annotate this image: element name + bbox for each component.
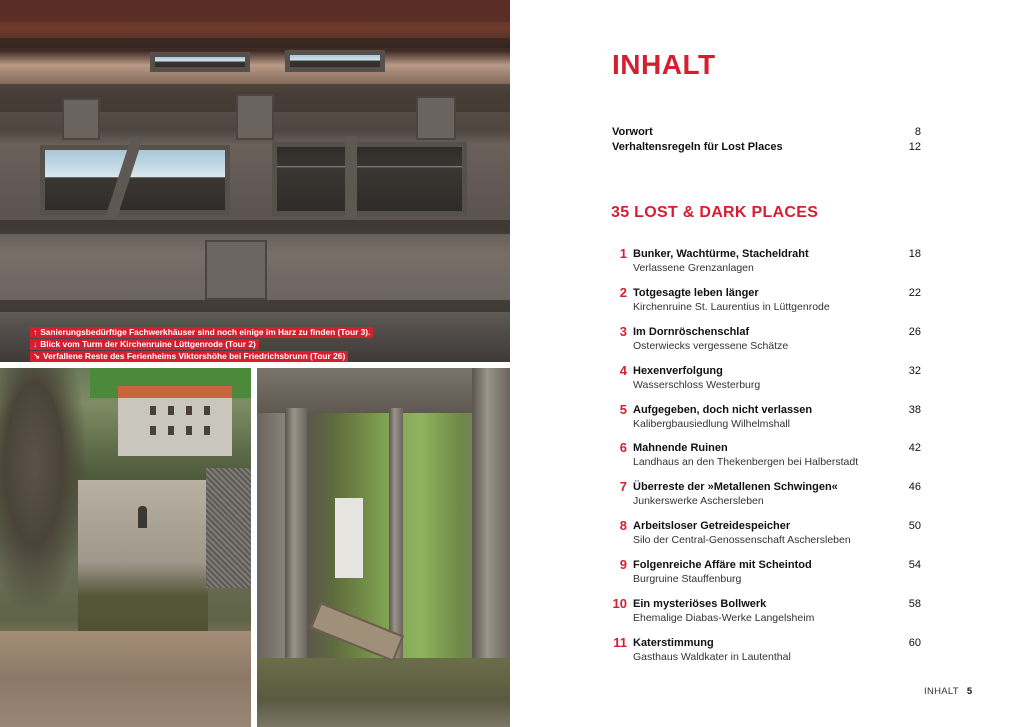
tour-number: 3 [619, 323, 627, 339]
ground [257, 658, 510, 727]
tour-number: 2 [619, 284, 627, 300]
upper-window [285, 50, 385, 72]
caption-1: ↑ Sanierungsbedürftige Fachwerkhäuser sind noch einige im Harz zu finden (Tour 3). [30, 327, 373, 338]
tour-subtitle: Verlassene Grenzanlagen [633, 262, 754, 274]
tour-number: 6 [619, 440, 627, 456]
toc-page-number: 38 [908, 403, 921, 416]
tour-title: Aufgegeben, doch nicht verlassen [633, 403, 813, 416]
window-right [272, 142, 467, 216]
tour-number: 10 [612, 596, 627, 612]
tour-subtitle: Wasserschloss Westerburg [633, 378, 761, 391]
tour-subtitle: Kalibergbausiedlung Wilhelmshall [633, 417, 791, 430]
toc-page-number: 12 [908, 140, 921, 153]
toc-page-number: 42 [908, 442, 921, 455]
tour-subtitle: Burgruine Stauffenburg [633, 573, 742, 586]
toc-page-number: 32 [908, 364, 921, 377]
toc-intro-label: Vorwort [612, 126, 653, 138]
toc-entry[interactable] [606, 440, 921, 479]
roof [206, 468, 251, 588]
tour-subtitle: Ehemalige Diabas-Werke Langelsheim [633, 612, 815, 625]
toc-page-number: 46 [908, 481, 921, 494]
beam [0, 220, 510, 234]
ruin-window [138, 506, 147, 528]
tour-subtitle: Landhaus an den Thekenbergen bei Halberstadt [633, 456, 859, 469]
tour-title: Bunker, Wachtürme, Stacheldraht [633, 248, 809, 260]
manor-house [118, 386, 232, 456]
toc-list [606, 246, 921, 674]
tower-parapet [0, 631, 251, 727]
section-title: 35 LOST & DARK PLACES [611, 204, 819, 221]
toc-entry[interactable] [606, 402, 921, 441]
toc-page [510, 0, 1020, 727]
beam [0, 300, 510, 312]
toc-page-number: 58 [908, 598, 921, 611]
tour-title: Folgenreiche Affäre mit Scheintod [633, 559, 812, 572]
roof-beam [0, 0, 510, 22]
tour-number: 8 [619, 518, 627, 534]
caption-2: ↓ Blick vom Turm der Kirchenruine Lüttgenrode (Tour 2) [30, 339, 259, 350]
running-head: INHALT [924, 686, 959, 697]
toc-entry[interactable] [606, 285, 921, 324]
arrow-down-icon: ↓ [33, 339, 38, 349]
tour-number: 11 [613, 634, 627, 650]
tour-subtitle: Kirchenruine St. Laurentius in Lüttgenrode [633, 300, 830, 313]
caption-3: ↘ Verfallene Reste des Ferienheims Viktorshöhe bei Friedrichsbrunn (Tour 26) [30, 351, 348, 362]
tour-number: 4 [619, 362, 627, 378]
tour-title: Ein mysteriöses Bollwerk [633, 598, 767, 611]
arrow-up-icon: ↑ [33, 327, 38, 337]
toc-entry[interactable] [606, 518, 921, 557]
tour-subtitle: Osterwiecks vergessene Schätze [633, 339, 789, 352]
toc-page-number: 50 [908, 520, 921, 533]
carved-panel [205, 240, 267, 300]
tour-number: 5 [619, 401, 627, 417]
toc-page-number: 8 [914, 126, 921, 138]
toc-page-number: 26 [908, 325, 921, 338]
corbel [236, 94, 274, 140]
toc-entry[interactable] [606, 635, 921, 674]
toc-entry[interactable] [606, 557, 921, 596]
corbel [416, 96, 456, 140]
toc-entry[interactable] [606, 479, 921, 518]
tour-title: Katerstimmung [633, 636, 714, 649]
tour-number: 7 [619, 479, 627, 495]
window-mullion [345, 136, 357, 218]
toc-page-number: 22 [908, 286, 921, 299]
toc-entry[interactable] [606, 363, 921, 402]
tour-title: Im Dornröschenschlaf [633, 325, 750, 338]
tour-title: Überreste der »Metallenen Schwingen« [633, 481, 838, 494]
photo-timber-facade [0, 0, 510, 362]
tour-title: Arbeitsloser Getreidespeicher [633, 520, 791, 533]
toc-intro-item[interactable] [612, 140, 921, 155]
tour-title: Totgesagte leben länger [633, 286, 759, 299]
beam [0, 38, 510, 48]
church-ruin [78, 480, 208, 645]
arrow-down-right-icon: ↘ [33, 351, 41, 361]
corbel [62, 98, 100, 140]
toc-intro-label: Verhaltensregeln für Lost Places [612, 140, 783, 153]
tiles [335, 498, 363, 578]
tree [0, 368, 85, 608]
intro-list [612, 125, 921, 154]
page-footer [924, 686, 972, 697]
toc-entry[interactable] [606, 246, 921, 285]
tour-title: Mahnende Ruinen [633, 442, 728, 455]
upper-window [150, 52, 250, 72]
tour-subtitle: Silo der Central-Genossenschaft Aschersleben [633, 534, 851, 547]
page-title: INHALT [612, 49, 716, 80]
toc-page-number: 54 [908, 559, 921, 572]
toc-entry[interactable] [606, 596, 921, 635]
toc-entry[interactable] [606, 324, 921, 363]
photo-captions [30, 327, 373, 362]
page-number: 5 [966, 686, 973, 697]
tour-number: 9 [619, 557, 627, 573]
door-post [285, 408, 307, 668]
tour-subtitle: Junkerswerke Aschersleben [633, 495, 764, 508]
tour-number: 1 [619, 246, 627, 261]
photo-church-ruin [0, 368, 251, 727]
toc-intro-item[interactable] [612, 125, 921, 140]
photo-ferienheim-door [257, 368, 510, 727]
tour-subtitle: Gasthaus Waldkater in Lautenthal [633, 650, 791, 663]
toc-page-number: 18 [908, 248, 921, 260]
tour-title: Hexenverfolgung [633, 364, 723, 377]
toc-page-number: 60 [908, 636, 921, 649]
